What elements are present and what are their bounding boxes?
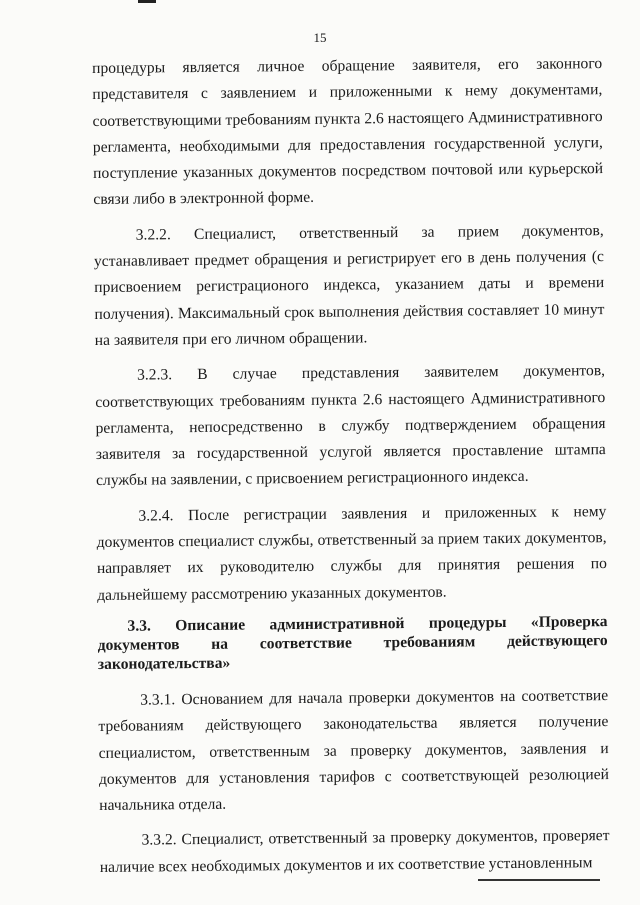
section-heading-3-3: 3.3. Описание административной процедуры «Проверка документов на соответствие требованиям действующего законодательства» — [97, 613, 608, 673]
paragraph-intro-continuation: процедуры является личное обращение заявителя, его законного представителя с заявлением и приложенными к нему документами, соответствующими требованиям пункта 2.6 настоящего Административного регламента, необходимыми для предоставления государственной услуги, поступление указанных документов посредством почтовой или курьерской связи либо в электронной форме. — [92, 55, 604, 209]
paragraph-3-2-4: 3.2.4. После регистрации заявления и приложенных к нему документов специалист службы, ответственный за прием таких документов, направляет их руководителю службы для принятия решения по дальнейшему рассмотрению указанных документов. — [96, 502, 607, 604]
paragraph-3-2-3: 3.2.3. В случае представления заявителем документов, соответствующих требованиям пункта 2.6 настоящего Административного регламента, непосредственно в службу подтверждением обращения заявителя за государственной услугой является проставление штампа службы на заявлении, с присвоением регистрационного индекса. — [95, 362, 606, 490]
scan-corner-mark — [138, 0, 156, 3]
paragraph-3-2-2: 3.2.2. Специалист, ответственный за прием документов, устанавливает предмет обращения и регистрирует его в день получения (с присвоением регистрационого индекса, указанием даты и времени получения). Максимальный срок выполнения действия составляет 10 минут на заявителя при его личном обращении. — [93, 221, 605, 349]
paragraph-3-3-1: 3.3.1. Основанием для начала проверки документов на соответствие требованиям действующего законодательства является получение специалистом, ответственным за проверку документов, заявления и документов для установления тарифов с соответствующей резолюцией начальника отдела. — [98, 687, 610, 815]
page-number: 15 — [313, 30, 327, 45]
bottom-scan-line — [478, 879, 600, 881]
body-text — [92, 51, 610, 881]
paragraph-3-3-2: 3.3.2. Специалист, ответственный за проверку документов, проверяет наличие всех необходимых документов и их соответствие установленным — [99, 827, 610, 876]
